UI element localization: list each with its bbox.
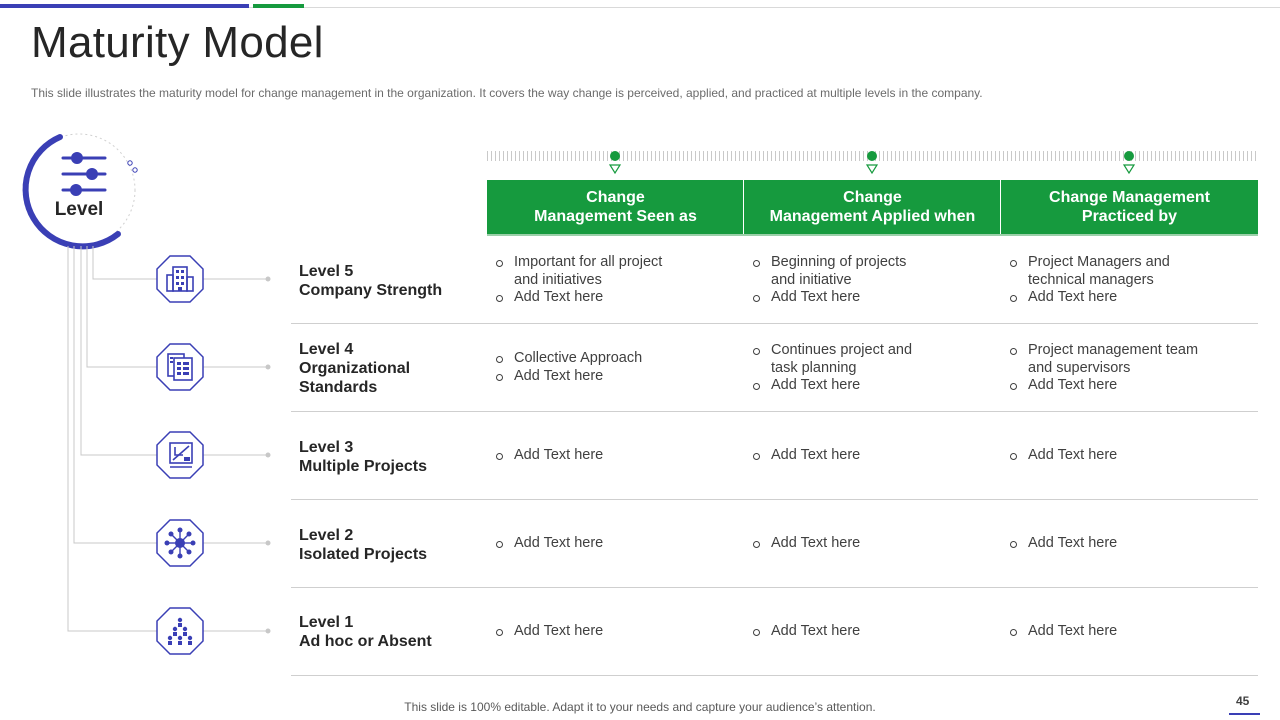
page-number-underline <box>1229 713 1260 715</box>
table-cell <box>496 254 736 307</box>
column-header-applied-when <box>744 180 1001 234</box>
header-underline <box>487 234 1258 236</box>
row-divider <box>291 323 1258 324</box>
list-item: Important for all project and initiatives <box>496 254 736 289</box>
column-header-label: Change Management Seen as <box>534 189 697 225</box>
row-divider <box>291 675 1258 676</box>
list-item: Add Text here <box>753 289 993 307</box>
list-item: Add Text here <box>496 368 736 386</box>
table-cell <box>753 447 993 465</box>
level-3-title: Level 3 Multiple Projects <box>299 439 428 475</box>
table-cell <box>1010 342 1250 395</box>
row-divider <box>291 587 1258 588</box>
list-item: Add Text here <box>753 377 993 395</box>
list-item: Collective Approach <box>496 350 736 368</box>
people-group-icon <box>156 607 204 655</box>
list-item: Add Text here <box>753 447 993 465</box>
column-header-label: Change Management Applied when <box>769 189 976 225</box>
level-badge-label: Level <box>54 199 104 220</box>
network-hub-icon <box>156 519 204 567</box>
table-cell <box>496 623 736 641</box>
list-item: Add Text here <box>1010 447 1250 465</box>
list-item: Add Text here <box>1010 535 1250 553</box>
table-cell <box>753 254 993 307</box>
level-5-title: Level 5 Company Strength <box>299 263 443 299</box>
list-item: Add Text here <box>1010 289 1250 307</box>
table-cell <box>1010 623 1250 641</box>
column-marker-icon <box>865 150 879 176</box>
header-separator <box>1000 180 1001 234</box>
row-divider <box>291 499 1258 500</box>
documents-icon <box>156 343 204 391</box>
list-item: Add Text here <box>1010 623 1250 641</box>
list-item: Add Text here <box>496 623 736 641</box>
column-header-seen-as <box>487 180 744 234</box>
table-cell <box>496 447 736 465</box>
table-cell <box>496 535 736 553</box>
blueprint-icon <box>156 431 204 479</box>
table-cell <box>1010 447 1250 465</box>
list-item: Add Text here <box>496 447 736 465</box>
column-header-practiced-by <box>1001 180 1258 234</box>
list-item: Add Text here <box>753 623 993 641</box>
slide-title: Maturity Model <box>31 18 324 67</box>
table-cell <box>753 535 993 553</box>
table-cell <box>1010 535 1250 553</box>
list-item: Project management team and supervisors <box>1010 342 1250 377</box>
table-cell <box>753 623 993 641</box>
column-marker-icon <box>608 150 622 176</box>
table-cell <box>753 342 993 395</box>
slide-subtitle: This slide illustrates the maturity model for change management in the organization. It covers the way change is perceived, applied, and practiced at multiple levels in the company. <box>31 86 983 100</box>
list-item: Add Text here <box>496 535 736 553</box>
level-4-title: Level 4 Organizational Standards <box>299 341 411 396</box>
list-item: Add Text here <box>496 289 736 307</box>
level-2-title: Level 2 Isolated Projects <box>299 527 428 563</box>
header-separator <box>743 180 744 234</box>
column-marker-icon <box>1122 150 1136 176</box>
row-divider <box>291 411 1258 412</box>
office-building-icon <box>156 255 204 303</box>
table-cell <box>1010 254 1250 307</box>
column-header-label: Change Management Practiced by <box>1049 189 1210 225</box>
slide-footer: This slide is 100% editable. Adapt it to your needs and capture your audience’s attention. <box>404 700 876 714</box>
list-item: Beginning of projects and initiative <box>753 254 993 289</box>
list-item: Continues project and task planning <box>753 342 993 377</box>
list-item: Add Text here <box>753 535 993 553</box>
table-cell <box>496 350 736 385</box>
list-item: Add Text here <box>1010 377 1250 395</box>
list-item: Project Managers and technical managers <box>1010 254 1250 289</box>
page-number: 45 <box>1236 694 1250 708</box>
level-1-title: Level 1 Ad hoc or Absent <box>299 614 432 650</box>
